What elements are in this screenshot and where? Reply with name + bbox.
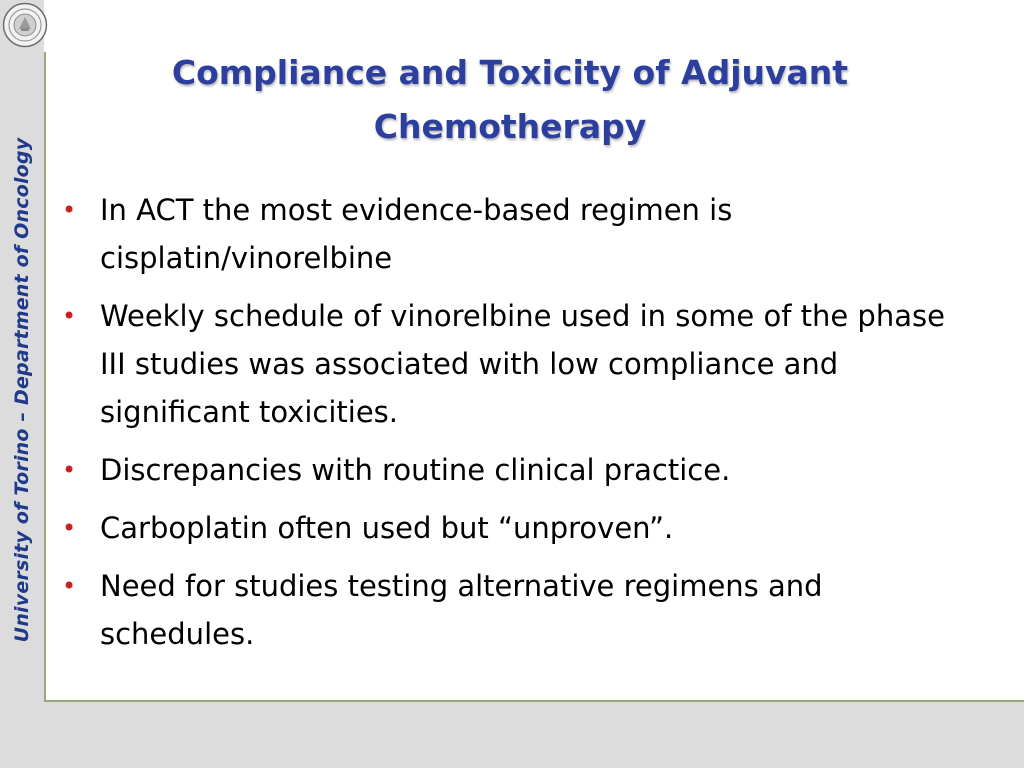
bullet-dot-icon: • xyxy=(62,572,77,600)
bullet-dot-icon: • xyxy=(62,456,77,484)
bullet-item xyxy=(62,186,967,282)
bullet-text: Carboplatin often used but “unproven”. xyxy=(100,511,674,545)
bullet-text: In ACT the most evidence-based regimen is cisplatin/vinorelbine xyxy=(100,193,733,275)
header-area xyxy=(44,0,1024,52)
slide-title-line-2: Chemotherapy xyxy=(373,107,647,146)
bullet-item xyxy=(62,562,967,658)
bullet-dot-icon: • xyxy=(62,302,77,330)
bullet-text: Need for studies testing alternative regimens and schedules. xyxy=(100,569,823,651)
bullet-list xyxy=(62,186,967,668)
bullet-text: Weekly schedule of vinorelbine used in some of the phase III studies was associated with low compliance and significant toxicities. xyxy=(100,299,945,429)
bottom-frame-band xyxy=(0,702,1024,768)
bullet-text: Discrepancies with routine clinical practice. xyxy=(100,453,731,487)
bullet-item xyxy=(62,446,967,494)
bullet-item xyxy=(62,504,967,552)
university-seal-icon xyxy=(2,2,48,48)
bullet-dot-icon: • xyxy=(62,514,77,542)
slide-title xyxy=(150,46,870,154)
slide-title-line-1: Compliance and Toxicity of Adjuvant xyxy=(171,53,849,92)
side-department-label: University of Torino – Department of Oncology xyxy=(11,137,33,643)
bullet-dot-icon: • xyxy=(62,196,77,224)
bullet-item xyxy=(62,292,967,436)
